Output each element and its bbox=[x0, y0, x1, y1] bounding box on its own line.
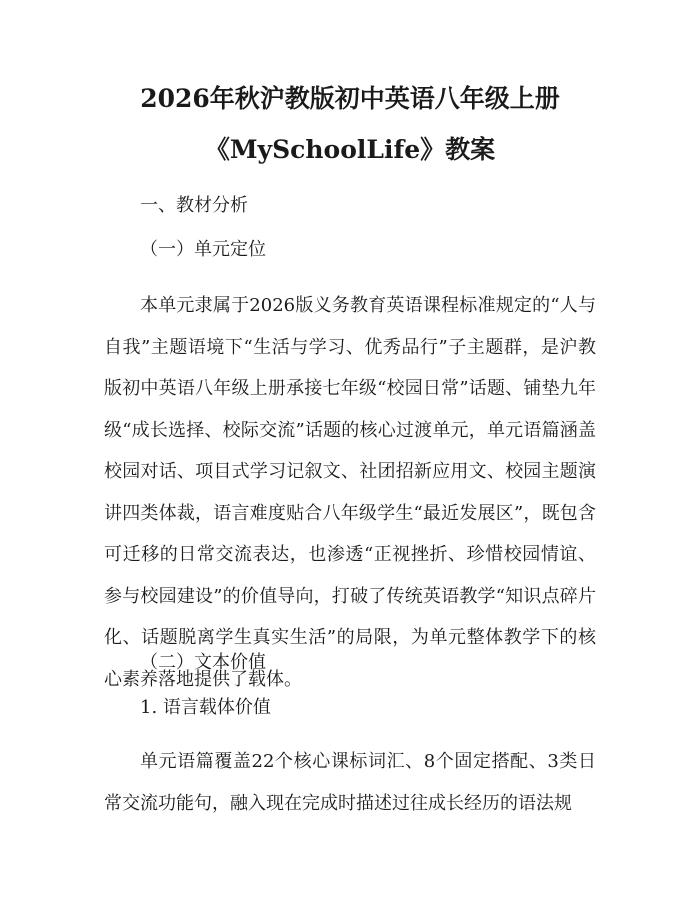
subsection-heading-unit-positioning: （一）单元定位 bbox=[140, 239, 266, 260]
section-heading-textbook-analysis: 一、教材分析 bbox=[140, 195, 248, 216]
document-title-line-2: 《MySchoolLife》教案 bbox=[204, 135, 496, 164]
document-title-line-1: 2026年秋沪教版初中英语八年级上册 bbox=[140, 84, 560, 113]
list-item-language-carrier-value: 1. 语言载体价值 bbox=[140, 697, 271, 718]
subsection-heading-text-value: （二）文本价值 bbox=[140, 652, 266, 673]
paragraph-unit-positioning: 本单元隶属于2026版义务教育英语课程标准规定的“人与自我”主题语境下“生活与学习、优秀品行”子主题群，是沪教版初中英语八年级上册承接七年级“校园日常”话题、铺垫九年级“成长选择、校际交流”话题的核心过渡单元，单元语篇涵盖校园对话、项目式学习记叙文、社团招新应用文、校园主题演讲四类体裁，语言难度贴合八年级学生“最近发展区”，既包含可迁移的日常交流表达，也渗透“正视挫折、珍惜校园情谊、参与校园建设”的价值导向，打破了传统英语教学“知识点碎片化、话题脱离学生真实生活”的局限，为单元整体教学下的核心素养落地提供了载体。 bbox=[104, 295, 596, 690]
paragraph-language-carrier-value: 单元语篇覆盖22个核心课标词汇、8个固定搭配、3类日常交流功能句，融入现在完成时描述过往成长经历的语法规 bbox=[104, 751, 596, 814]
